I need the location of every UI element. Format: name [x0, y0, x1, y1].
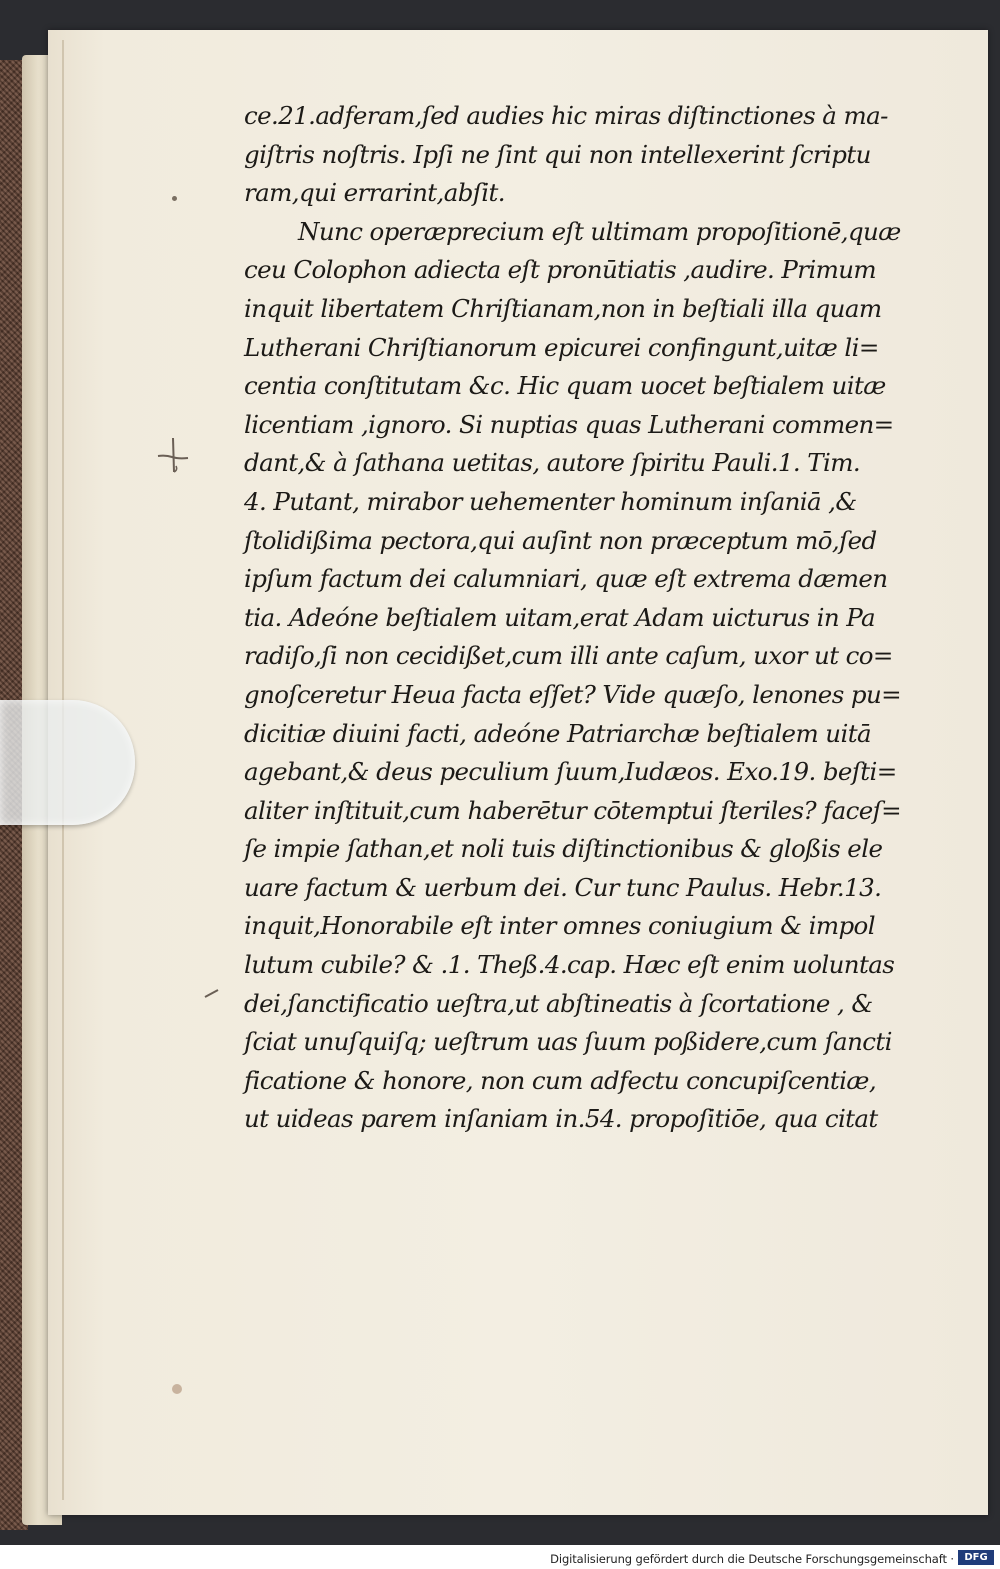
text-line-14: tia. Adeóne beſtialem uitam,erat Adam uicturus in Pa — [244, 602, 875, 632]
text-line-4: Nunc operæprecium eſt ultimam propoſitionē,quæ — [298, 216, 901, 246]
footer-bar — [0, 1545, 1000, 1569]
text-line-1: ce.21.adferam,ſed audies hic miras diſtinctiones à ma- — [244, 101, 888, 130]
margin-cross-mark — [156, 436, 190, 474]
margin-dot — [172, 196, 177, 201]
text-line-22: inquit,Honorabile eſt inter omnes coniugium & impol — [244, 911, 875, 941]
text-line-3: ram,qui errarint,abſit. — [244, 178, 505, 208]
text-line-23: lutum cubile? & .1. Theß.4.cap. Hæc eſt enim uoluntas — [244, 950, 895, 980]
text-line-18: agebant,& deus peculium ſuum,Iudæos. Exo.19. beſti= — [244, 757, 897, 787]
text-line-20: ſe impie ſathan,et noli tuis diſtinctionibus & gloßis ele — [244, 834, 883, 864]
text-line-10: dant,& à ſathana uetitas, autore ſpiritu Pauli.1. Tim. — [244, 448, 861, 478]
text-line-19: aliter inſtituit,cum haberētur cōtemptui ſteriles? faceſ= — [244, 795, 902, 825]
paper-stain — [172, 1384, 182, 1394]
text-line-7: Lutherani Chriſtianorum epicurei confingunt,uitæ li= — [244, 332, 879, 362]
text-line-16: gnoſceretur Heua facta eſſet? Vide quæſo, lenones pu= — [244, 679, 902, 709]
text-line-13: ipſum factum dei calumniari, quæ eſt extrema dæmen — [244, 564, 888, 594]
text-line-9: licentiam ,ignoro. Si nuptias quas Lutherani commen= — [244, 409, 894, 439]
footer-credit: Digitalisierung gefördert durch die Deutsche Forschungsgemeinschaft · — [550, 1552, 954, 1566]
text-line-6: inquit libertatem Chriſtianam,non in beſtiali illa quam — [244, 293, 882, 323]
text-line-8: centia conſtitutam &c. Hic quam uocet beſtialem uitæ — [244, 371, 886, 401]
text-line-27: ut uideas parem inſaniam in.54. propoſitiōe, qua citat — [244, 1104, 878, 1134]
margin-tick-mark — [204, 987, 220, 999]
dfg-logo: DFG — [958, 1550, 994, 1565]
page-clip — [0, 700, 135, 825]
text-line-24: dei,ſanctificatio ueſtra,ut abſtineatis à ſcortatione , & — [244, 988, 873, 1018]
text-line-2: giſtris noſtris. Ipſi ne ſint qui non intellexerint ſcriptu — [244, 139, 871, 169]
text-line-5: ceu Colophon adiecta eſt pronūtiatis ,audire. Primum — [244, 255, 877, 285]
text-line-11: 4. Putant, mirabor uehementer hominum inſaniā ,& — [244, 486, 857, 516]
text-line-12: ſtolidißima pectora,qui auſint non præceptum mō,ſed — [244, 525, 877, 555]
text-line-21: uare factum & uerbum dei. Cur tunc Paulus. Hebr.13. — [244, 872, 882, 902]
text-line-26: ficatione & honore, non cum adfectu concupiſcentiæ, — [244, 1065, 877, 1095]
page-text — [244, 97, 964, 1139]
text-line-15: radiſo,ſi non cecidißet,cum illi ante caſum, uxor ut co= — [244, 641, 893, 671]
text-line-17: dicitiæ diuini facti, adeóne Patriarchæ beſtialem uitā — [244, 718, 871, 748]
text-line-25: ſciat unuſquiſq; ueſtrum uas ſuum poßidere,cum ſancti — [244, 1027, 892, 1057]
